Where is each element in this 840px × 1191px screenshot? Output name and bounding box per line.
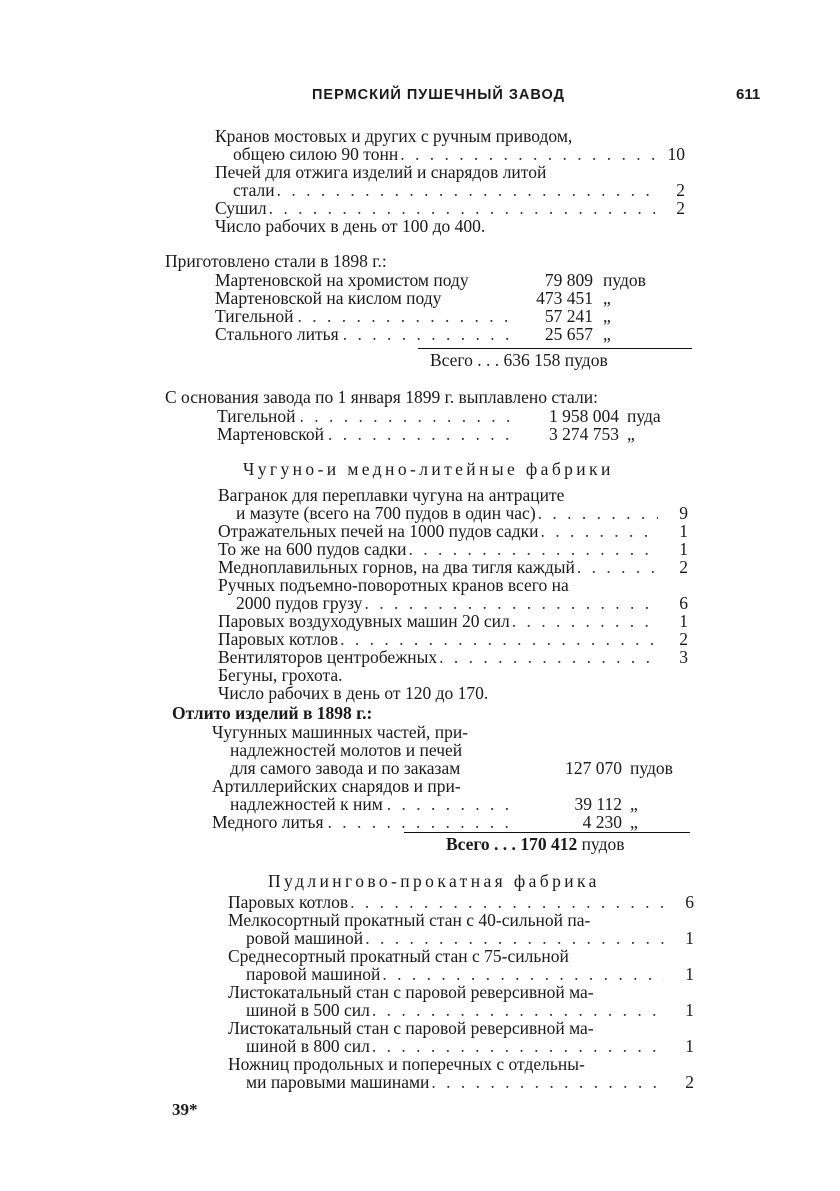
list-item-line: Ручных подъемно-поворотных кранов всего на: [218, 575, 569, 595]
list-item-line: Артиллерийских снарядов и при-: [212, 776, 461, 796]
list-item-line: Печей для отжига изделий и снарядов литой: [215, 162, 547, 182]
item-count: 1: [685, 928, 694, 948]
total-unit: пудов: [564, 350, 608, 370]
list-item-line: ми паровыми машинами: [246, 1072, 430, 1092]
list-item-line: Отражательных печей на 1000 пудов садки: [218, 521, 539, 541]
quantity: 79 809: [544, 270, 593, 290]
total-rule: [404, 832, 690, 833]
item-count: 10: [667, 144, 685, 164]
list-item-line: и мазуте (всего на 700 пудов в один час): [236, 503, 536, 523]
list-item-line: общею силою 90 тонн: [233, 144, 399, 164]
quantity: 3 274 753: [549, 424, 619, 444]
table-row: надлежностей к ним . . . 39 112 „: [212, 795, 692, 813]
item-count: 2: [679, 557, 688, 577]
quantity: 57 241: [544, 306, 593, 326]
iron-copper-list: [218, 486, 688, 702]
unit: пуда: [627, 406, 661, 426]
unit: пудов: [630, 758, 673, 778]
unit: пудов: [603, 270, 646, 290]
list-item-line: То же на 600 пудов садки: [218, 539, 407, 559]
total-value: 170 412: [520, 834, 578, 854]
item-count: 1: [679, 611, 688, 631]
cast-1898-heading: Отлито изделий в 1898 г.:: [172, 703, 373, 723]
list-item-line: надлежностей молотов и печей: [230, 740, 463, 760]
quantity: 39 112: [574, 794, 622, 814]
list-item-line: 2000 пудов грузу: [236, 593, 363, 613]
list-item-line: Среднесортный прокатный стан с 75-сильной: [228, 946, 569, 966]
item-count: 2: [676, 198, 685, 218]
total-unit: пудов: [581, 834, 625, 854]
item-count: 3: [679, 647, 688, 667]
item-count: 1: [685, 1036, 694, 1056]
table-row: Медного литья . . . 4 230 „: [212, 813, 692, 831]
list-item-line: шиной в 800 сил: [246, 1036, 370, 1056]
since-founding-table: [217, 407, 687, 443]
unit: „: [603, 324, 611, 344]
item-count: 2: [676, 180, 685, 200]
quantity: 4 230: [582, 812, 622, 832]
steel-1898-table: [215, 271, 665, 343]
list-item-line: Листокатальный стан с паровой реверсивной ма-: [228, 1018, 594, 1038]
unit: „: [630, 794, 638, 814]
list-item-line: Кранов мостовых и других с ручным приводом,: [215, 126, 573, 146]
steel-1898-heading: Приготовлено стали в 1898 г.:: [165, 251, 387, 271]
cast-1898-total: [446, 835, 625, 853]
list-item-line: шиной в 500 сил: [246, 1000, 370, 1020]
item-count: 6: [679, 593, 688, 613]
item-count: 2: [679, 629, 688, 649]
list-item-line: Сушил: [215, 198, 267, 218]
list-item-line: Паровых воздуходувных машин 20 сил: [218, 611, 510, 631]
iron-copper-title: Чугуно-и медно-литейные фабрики: [243, 459, 614, 479]
steel-1898-total: [430, 351, 608, 369]
total-rule: [418, 348, 692, 349]
total-label: Всего . . .: [446, 834, 516, 854]
steel-equipment-list: [215, 127, 685, 235]
quantity: 25 657: [544, 324, 593, 344]
list-item-line: Мелкосортный прокатный стан с 40-сильной па-: [228, 910, 591, 930]
item-count: 1: [685, 1000, 694, 1020]
item-count: 2: [685, 1072, 694, 1092]
table-row: Мартеновской на хромистом поду 79 809 пудов: [215, 271, 665, 289]
list-item-line: Листокатальный стан с паровой реверсивной ма-: [228, 982, 594, 1002]
table-row: Тигельной . . . 57 241 „: [215, 307, 665, 325]
total-label: Всего . . .: [430, 350, 500, 370]
workers-note: Число рабочих в день от 100 до 400.: [215, 216, 486, 236]
list-item-line: паровой машиной: [246, 964, 381, 984]
list-item-line: Бегуны, грохота.: [218, 665, 343, 685]
table-row: Мартеновской . . . 3 274 753 „: [217, 425, 687, 443]
item-count: 1: [679, 521, 688, 541]
item-count: 6: [685, 892, 694, 912]
unit: „: [603, 288, 611, 308]
table-row: Стального литья . . . 25 657 „: [215, 325, 665, 343]
puddling-title: Пудлингово-прокатная фабрика: [268, 871, 600, 891]
unit: „: [627, 424, 635, 444]
signature-mark: 39*: [172, 1100, 198, 1119]
list-item-line: Ножниц продольных и поперечных с отдельны-: [228, 1054, 585, 1074]
page-number: 611: [736, 86, 761, 103]
item-count: 9: [679, 503, 688, 523]
table-row: для самого завода и по заказам 127 070 пудов: [212, 759, 692, 777]
total-value: 636 158: [503, 350, 561, 370]
list-item-line: Вагранок для переплавки чугуна на антраците: [218, 485, 565, 505]
list-item-line: Паровых котлов: [218, 629, 339, 649]
quantity: 1 958 004: [549, 406, 619, 426]
puddling-list: [228, 893, 694, 1091]
unit: „: [630, 812, 638, 832]
table-row: Мартеновской на кислом поду 473 451 „: [215, 289, 665, 307]
list-item-line: Чугунных машинных частей, при-: [212, 722, 469, 742]
quantity: 473 451: [536, 288, 593, 308]
unit: „: [603, 306, 611, 326]
list-item-line: стали: [233, 180, 275, 200]
running-header: ПЕРМСКИЙ ПУШЕЧНЫЙ ЗАВОД: [312, 87, 565, 103]
list-item-line: Паровых котлов: [228, 892, 349, 912]
table-row: Тигельной . . . 1 958 004 пуда: [217, 407, 687, 425]
list-item-line: Вентиляторов центробежных: [218, 647, 438, 667]
cast-1898-table: [212, 723, 692, 831]
item-count: 1: [679, 539, 688, 559]
since-founding-heading: С основания завода по 1 января 1899 г. выплавлено стали:: [165, 387, 598, 407]
item-count: 1: [685, 964, 694, 984]
list-item-line: Медноплавильных горнов, на два тигля каждый: [218, 557, 575, 577]
list-item-line: ровой машиной: [246, 928, 364, 948]
quantity: 127 070: [565, 758, 622, 778]
workers-note: Число рабочих в день от 120 до 170.: [218, 683, 489, 703]
